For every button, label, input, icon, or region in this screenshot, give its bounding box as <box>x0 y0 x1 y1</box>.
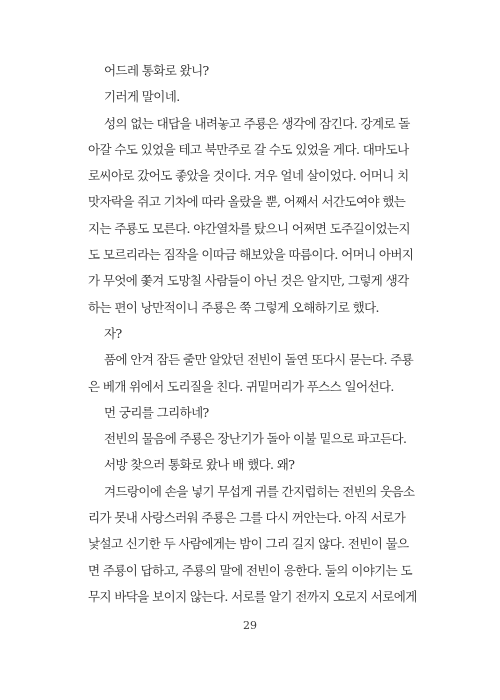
text-line: 자? <box>104 325 122 341</box>
text-line: 먼 궁리를 그리하네? <box>104 404 209 420</box>
text-line: 맛자락을 쥐고 기차에 따라 올랐을 뿐, 어째서 서간도여야 했는 <box>88 194 406 210</box>
text-line: 로씨아로 갔어도 좋았을 것이다. 겨우 얼네 살이었다. 어머니 치 <box>88 168 409 184</box>
text-line: 도 모르리라는 짐작을 이따금 해보았을 따름이다. 어머니 아버지 <box>88 247 414 263</box>
text-line: 어드레 통화로 왔니? <box>104 63 209 78</box>
text-line: 하는 편이 낭만적이니 주룡은 쭉 그렇게 오해하기로 했다. <box>88 299 379 315</box>
text-line: 지는 주룡도 모른다. 야간열차를 탔으니 어쩌면 도주길이었는지 <box>88 220 410 236</box>
text-line: 낯설고 신기한 두 사람에게는 밤이 그리 길지 않다. 전빈이 물으 <box>88 536 409 552</box>
text-line: 기러게 말이네. <box>104 89 180 105</box>
text-line: 서방 찾으러 통화로 왔나 배 했다. 왜? <box>104 457 295 473</box>
text-line: 은 베개 위에서 도리질을 친다. 귀밑머리가 푸스스 일어선다. <box>88 378 394 394</box>
text-line: 전빈의 물음에 주룡은 장난기가 돌아 이불 밑으로 파고든다. <box>104 431 407 447</box>
text-line: 아갈 수도 있었을 테고 북만주로 갈 수도 있었을 게다. 대마도나 <box>88 141 409 157</box>
text-line: 무지 바닥을 보이지 않는다. 서로를 알기 전까지 오로지 서로에게 <box>88 588 417 604</box>
page-number: 29 <box>243 619 257 632</box>
text-line: 겨드랑이에 손을 넣기 무섭게 귀를 간지럽히는 전빈의 웃음소 <box>104 483 415 499</box>
text-line: 면 주룡이 답하고, 주룡의 말에 전빈이 응한다. 둘의 이야기는 도 <box>88 562 412 578</box>
text-line: 리가 못내 사랑스러워 주룡은 그를 다시 꺼안는다. 아직 서로가 <box>88 510 406 526</box>
text-line: 성의 없는 대답을 내려놓고 주룡은 생각에 잠긴다. 강계로 돌 <box>104 115 410 131</box>
text-line: 품에 안겨 잠든 줄만 알았던 전빈이 돌연 또다시 묻는다. 주룡 <box>104 352 414 368</box>
body-text <box>88 58 430 610</box>
text-line: 가 무엇에 쫓겨 도망칠 사람들이 아닌 것은 알지만, 그렇게 생각 <box>88 273 409 289</box>
